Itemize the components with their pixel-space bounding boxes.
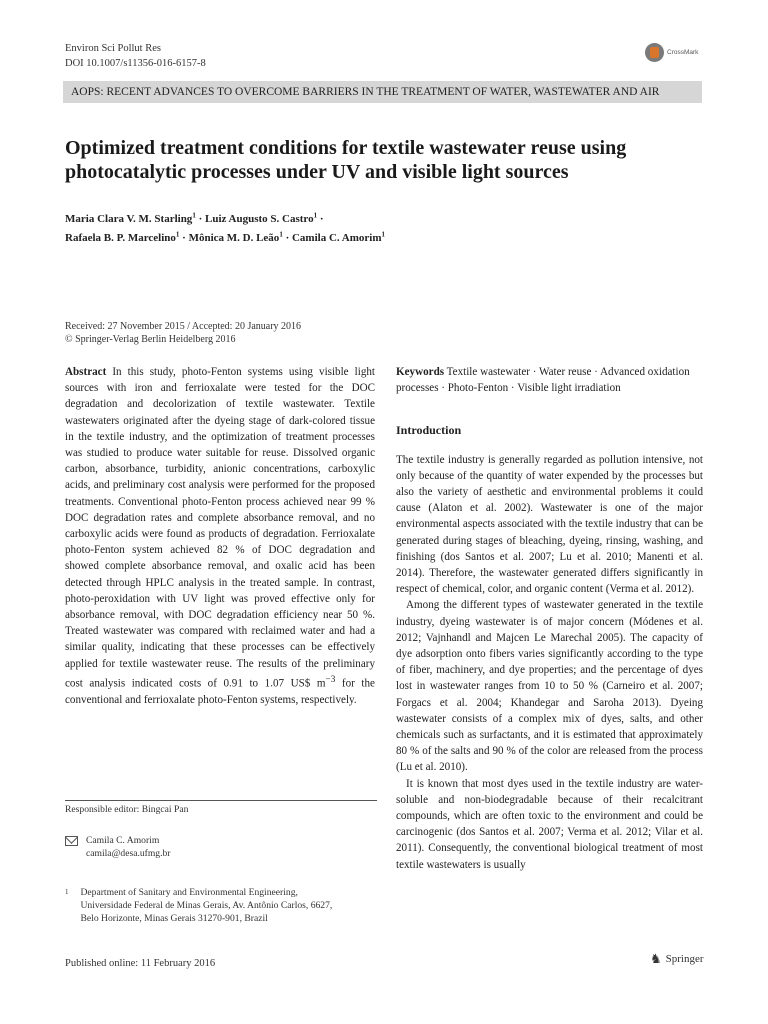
abstract-label: Abstract	[65, 366, 107, 378]
author[interactable]: Luiz Augusto S. Castro$^1$ ·	[204, 211, 324, 225]
author[interactable]: Rafaela B. P. Marcelino$^1$ ·	[65, 230, 186, 245]
right-column	[396, 364, 703, 873]
responsible-editor: Responsible editor: Bingcai Pan	[65, 804, 189, 815]
published-online: Published online: 11 February 2016	[65, 958, 216, 969]
article-title: Optimized treatment conditions for textile wastewater reuse using photocatalytic processes under UV and visible light sources	[65, 137, 627, 183]
email-link[interactable]: camila@desa.ufmg.br	[86, 848, 171, 859]
crossmark-icon	[645, 43, 664, 62]
correspondence	[65, 834, 171, 860]
doi-link[interactable]: DOI 10.1007/s11356-016-6157-8	[65, 58, 206, 69]
paragraph: The textile industry is generally regarded as pollution intensive, not only because of the quantity of water expended by the processes but also the variety of aesthetic and environmental problems it could cause (Alaton et al. 2002). Wastewater is one of the major environmental aspects associated with the textile industry that can be generated during stages of bleaching, dyeing, rinsing, washing, and finishing (dos Santos et al. 2007; Lu et al. 2010; Manenti et al. 2014). Therefore, the wastewater generated differs significantly in respect of chemical, color, and organic content (Verma et al. 2012).	[396, 453, 703, 596]
keywords	[396, 364, 703, 396]
envelope-icon	[65, 836, 78, 846]
footnote-divider	[65, 800, 377, 801]
corresponding-author: Camila C. Amorim	[86, 835, 160, 846]
journal-header	[65, 41, 206, 71]
paragraph: It is known that most dyes used in the textile industry are water-soluble and non-biodegradable because of their recalcitrant compounds, which are often toxic to the environment and could be carcinogenic (dos Santos et al. 2007; Verma et al. 2012; Vilar et al. 2011). Consequently, the conventional biological treatment of most textile wastewaters is usually	[396, 777, 703, 871]
affiliation-line: Department of Sanitary and Environmental Engineering,	[80, 887, 298, 898]
abstract-text-end: for the conventional and ferrioxalate photo-Fenton systems, respectively.	[65, 677, 375, 706]
crossmark-badge[interactable]	[645, 43, 698, 62]
topic-banner: AOPS: RECENT ADVANCES TO OVERCOME BARRIERS IN THE TREATMENT OF WATER, WASTEWATER AND AIR	[63, 81, 702, 103]
publisher-logo	[650, 951, 704, 967]
crossmark-label: CrossMark	[667, 49, 699, 56]
author[interactable]: Mônica M. D. Leão$^1$ ·	[188, 230, 290, 245]
paragraph: Among the different types of wastewater generated in the textile industry, dyeing wastewater is of major concern (Módenes et al. 2012; Vajnhandl and Majcen Le Marechal 2005). The capacity of dye adsorption onto fibers varies significantly according to the type of fiber, machinery, and dye properties; and the percentage of dyes lost in wastewater ranges from 10 to 50 % (Carneiro et al. 2007; Forgacs et al. 2004; Khandegar and Saroha 2013). Dyeing wastewater consists of a complex mix of dyes, salts, and other chemicals such as surfactants, and it is estimated that approximately 80 % of the salts and 90 % of the color are released from the process (Lu et al. 2010).	[396, 599, 703, 774]
affiliation	[65, 886, 332, 925]
copyright: © Springer-Verlag Berlin Heidelberg 2016	[65, 334, 236, 345]
publisher-name: Springer	[665, 953, 704, 965]
keywords-label: Keywords	[396, 366, 445, 378]
received-accepted: Received: 27 November 2015 / Accepted: 20 January 2016	[65, 321, 302, 332]
affiliation-line: Belo Horizonte, Minas Gerais 31270-901, Brazil	[80, 913, 268, 924]
article-dates	[65, 320, 301, 346]
affiliation-number: 1	[65, 888, 69, 896]
abstract-text: In this study, photo-Fenton systems using visible light sources with iron and ferrioxalate were tested for the DOC degradation and decolorization of textile wastewater. Textile wastewaters originated after the dyeing stage of dark-colored tissue in the textile industry, and the optimization of treatment processes was studied to produce water suitable for reuse. Dissolved organic carbon, absorbance, turbidity, anionic concentrations, carboxylic acids, and preliminary cost analysis were performed for the proposed treatments. Conventional photo-Fenton process achieved near 99 % DOC degradation rates and complete absorbance removal, and no carboxylic acids were found as products of degradation. Ferrioxalate photo-Fenton system achieved 82 % of DOC degradation and showed complete absorbance removal, and oxalic acid has been detected through HPLC analysis in the treated sample. In contrast, photo-peroxidation with UV light was proved effective only for absorbance removal, with DOC degradation efficiency near 50 %. Treated wastewater was compared with reclaimed water and had a similar quality, indicating that these processes can be effectively applied for textile wastewater reuse. The results of the preliminary cost analysis indicated costs of 0.91 to 1.07 US$ m	[65, 366, 375, 690]
author[interactable]: Maria Clara V. M. Starling$^1$ ·	[65, 211, 203, 225]
springer-horse-icon: ♞	[650, 951, 662, 966]
abstract	[65, 364, 375, 708]
unit-superscript: −3	[325, 674, 336, 685]
author[interactable]: Camila C. Amorim$^1$	[291, 230, 385, 245]
author-list	[65, 207, 625, 246]
journal-name: Environ Sci Pollut Res	[65, 43, 161, 54]
affiliation-line: Universidade Federal de Minas Gerais, Av. Antônio Carlos, 6627,	[80, 900, 333, 911]
keywords-text: Textile wastewater · Water reuse · Advanced oxidation processes · Photo-Fenton · Visible light irradiation	[396, 366, 690, 395]
section-heading: Introduction	[396, 423, 462, 438]
